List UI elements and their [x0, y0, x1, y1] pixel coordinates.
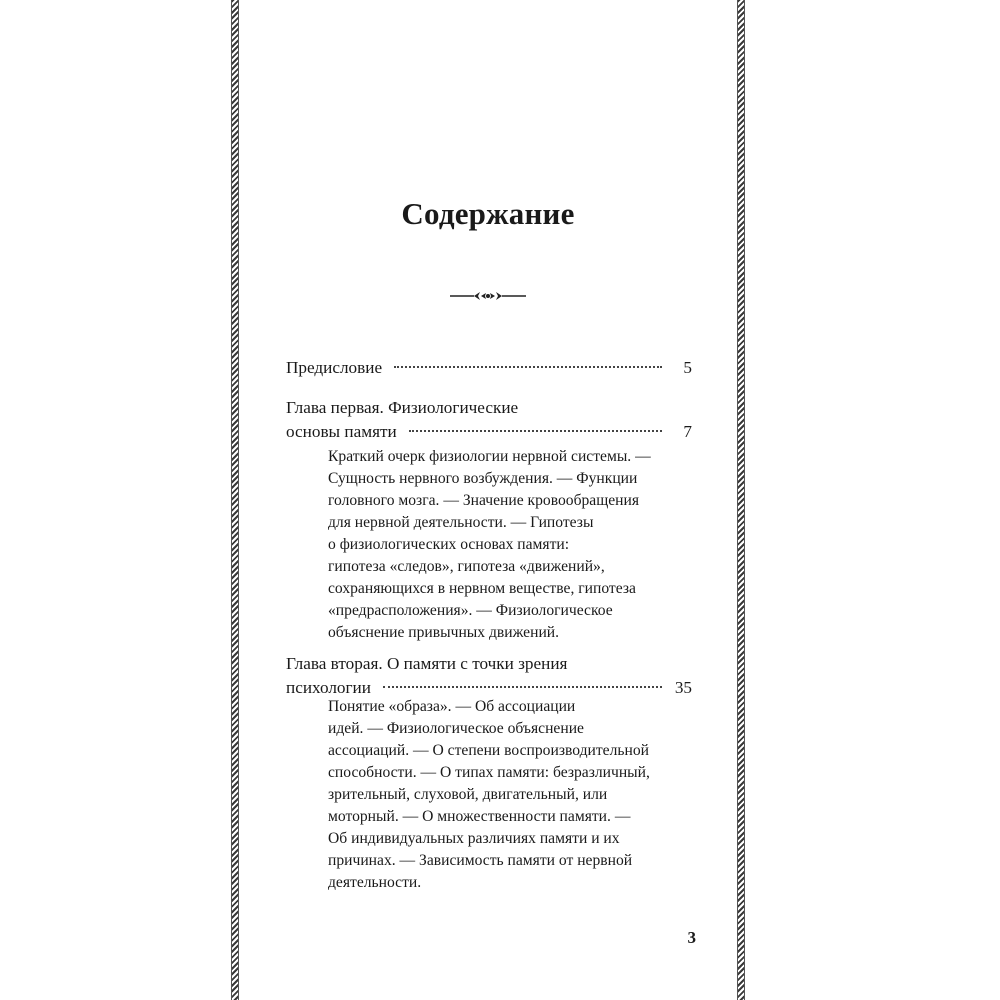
- left-decorative-border: [231, 0, 239, 1000]
- page-number: 3: [687, 928, 696, 947]
- dot-leader: [383, 686, 662, 688]
- toc-page-number: 35: [674, 678, 692, 697]
- toc-page-number: 7: [683, 422, 692, 441]
- summary-line: «предрасположения». — Физиологическое: [328, 602, 613, 619]
- summary-line: сохраняющихся в нервном веществе, гипотеза: [328, 580, 636, 597]
- toc-entry-title-line: психологии: [286, 678, 371, 697]
- dot-leader: [394, 366, 662, 368]
- summary-line: моторный. — О множественности памяти. —: [328, 808, 631, 825]
- summary-line: объяснение привычных движений.: [328, 624, 560, 641]
- summary-line: зрительный, слуховой, двигательный, или: [328, 786, 608, 803]
- toc-entry-title: Предисловие: [286, 358, 383, 377]
- toc-entry-title-line: основы памяти: [286, 422, 397, 441]
- summary-line: о физиологических основах памяти:: [328, 536, 570, 553]
- summary-line: гипотеза «следов», гипотеза «движений»,: [328, 558, 605, 575]
- toc-entry-chapter-2: [286, 652, 692, 891]
- summary-line: Краткий очерк физиологии нервной системы. —: [328, 448, 651, 465]
- chapter-summary: [328, 446, 708, 644]
- summary-line: деятельности.: [328, 874, 422, 891]
- ornament-divider: [450, 288, 526, 304]
- toc-line: [286, 356, 692, 380]
- summary-line: для нервной деятельности. — Гипотезы: [328, 514, 594, 531]
- summary-line: причинах. — Зависимость памяти от нервной: [328, 852, 633, 869]
- summary-line: Об индивидуальных различиях памяти и их: [328, 830, 620, 847]
- summary-line: Сущность нервного возбуждения. — Функции: [328, 470, 638, 487]
- summary-line: идей. — Физиологическое объяснение: [328, 720, 584, 737]
- page-title: Содержание: [401, 196, 575, 231]
- toc-entry-title-line: Глава вторая. О памяти с точки зрения: [286, 654, 568, 673]
- toc-entry-title-line: Глава первая. Физиологические: [286, 398, 519, 417]
- summary-line: головного мозга. — Значение кровообращения: [328, 492, 640, 509]
- toc-page-number: 5: [683, 358, 692, 377]
- summary-line: Понятие «образа». — Об ассоциации: [328, 698, 576, 715]
- dot-leader: [409, 430, 662, 432]
- summary-line: ассоциаций. — О степени воспроизводительной: [328, 742, 649, 759]
- toc-entry-preface: [286, 356, 692, 380]
- right-decorative-border: [737, 0, 745, 1000]
- summary-line: способности. — О типах памяти: безразличный,: [328, 764, 650, 781]
- toc-entry-chapter-1: [286, 396, 692, 641]
- toc-line: [286, 420, 692, 444]
- chapter-summary: [328, 696, 708, 894]
